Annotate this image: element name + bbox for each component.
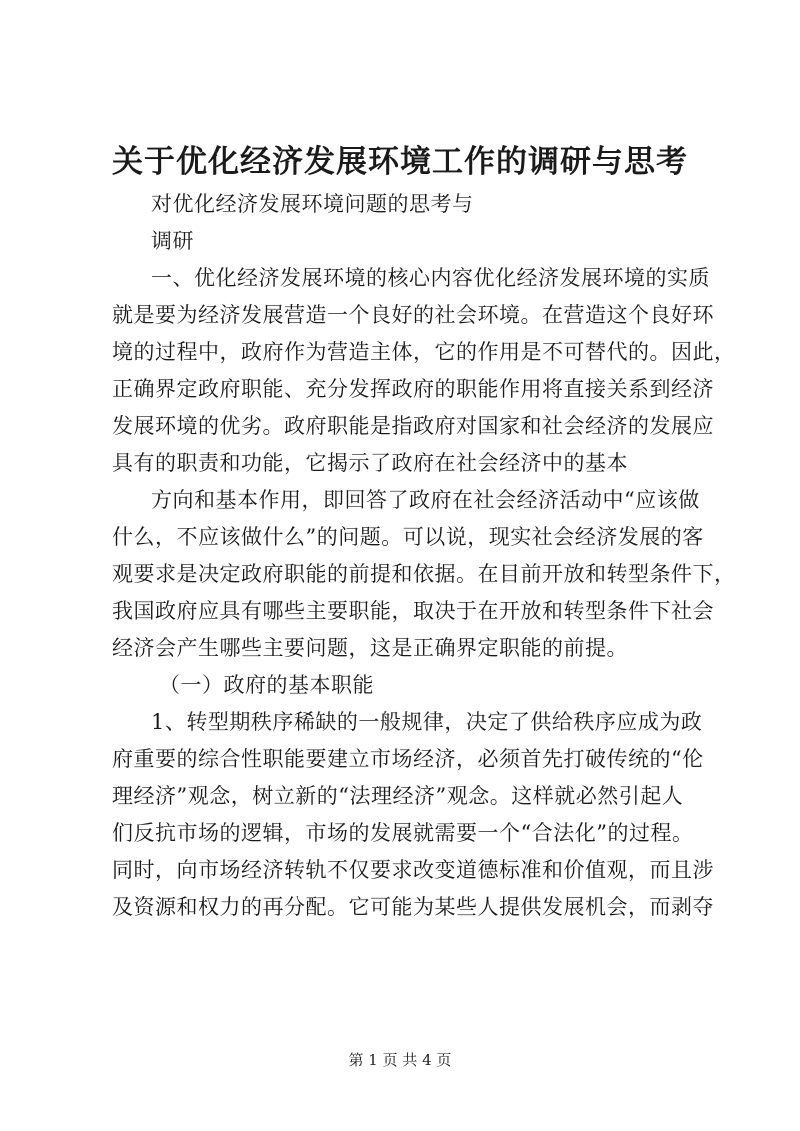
body-line: 发展环境的优劣。政府职能是指政府对国家和社会经济的发展应 xyxy=(112,414,714,438)
body-line: 什么，不应该做什么”的问题。可以说，现实社会经济发展的客 xyxy=(112,525,704,549)
body-line: 具有的职责和功能，它揭示了政府在社会经济中的基本 xyxy=(112,451,628,475)
page-footer: 第 1 页 共 4 页 xyxy=(348,1051,452,1069)
document-title: 关于优化经济发展环境工作的调研与思考 xyxy=(112,144,688,180)
body-line: 1、转型期秩序稀缺的一般规律，决定了供给秩序应成为政 xyxy=(151,710,703,734)
document-body xyxy=(112,186,736,926)
section-heading: （一）政府的基本职能 xyxy=(159,673,374,697)
body-line: 们反抗市场的逻辑，市场的发展就需要一个“合法化”的过程。 xyxy=(112,821,694,845)
body-line: 对优化经济发展环境问题的思考与 xyxy=(151,192,474,216)
body-line: 及资源和权力的再分配。它可能为某些人提供发展机会，而剥夺 xyxy=(112,895,714,919)
body-line: 就是要为经济发展营造一个良好的社会环境。在营造这个良好环 xyxy=(112,303,714,327)
body-line: 一、优化经济发展环境的核心内容优化经济发展环境的实质 xyxy=(151,266,710,290)
body-line: 我国政府应具有哪些主要职能，取决于在开放和转型条件下社会 xyxy=(112,599,714,623)
body-line: 同时，向市场经济转轨不仅要求改变道德标准和价值观，而且涉 xyxy=(112,858,714,882)
body-line: 观要求是决定政府职能的前提和依据。在目前开放和转型条件下， xyxy=(112,562,736,586)
body-line: 方向和基本作用，即回答了政府在社会经济活动中“应该做 xyxy=(151,488,700,512)
body-line: 境的过程中，政府作为营造主体，它的作用是不可替代的。因此， xyxy=(112,340,736,364)
body-line: 经济会产生哪些主要问题，这是正确界定职能的前提。 xyxy=(112,636,628,660)
body-line: 正确界定政府职能、充分发挥政府的职能作用将直接关系到经济 xyxy=(112,377,714,401)
body-line: 调研 xyxy=(151,229,194,253)
body-line: 理经济”观念，树立新的“法理经济”观念。这样就必然引起人 xyxy=(112,784,684,808)
body-line: 府重要的综合性职能要建立市场经济，必须首先打破传统的“伦 xyxy=(112,747,704,771)
